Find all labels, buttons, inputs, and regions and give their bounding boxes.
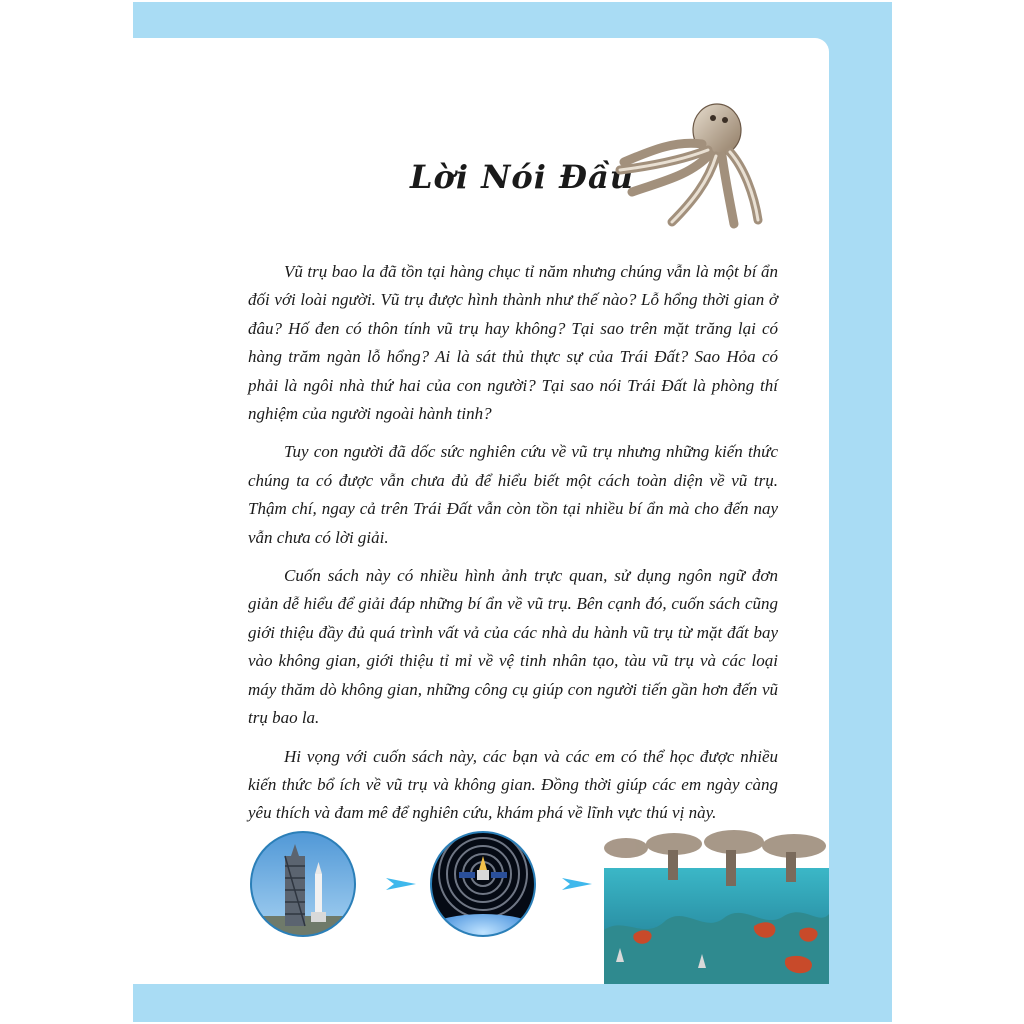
paragraph-2: Tuy con người đã dốc sức nghiên cứu về vũ trụ nhưng những kiến thức chúng ta có được vẫn chưa đủ để hiểu biết một cách toàn diện về vũ trụ. Thậm chí, ngay cả trên Trái Đất vẫn còn tồn tại nhiều bí ẩn mà cho đến nay vẫn chưa có lời giải.	[248, 442, 778, 547]
ocean-volcano-illustration	[604, 830, 829, 984]
page-title: Lời Nói Đầu	[410, 158, 634, 196]
paragraph-3: Cuốn sách này có nhiều hình ảnh trực quan, sử dụng ngôn ngữ đơn giản dễ hiểu để giải đáp những bí ẩn về vũ trụ. Bên cạnh đó, cuốn sách cũng giới thiệu đầy đủ quá trình vất vả của các nhà du hành vũ trụ từ mặt đất bay vào không gian, giới thiệu tỉ mỉ về vệ tinh nhân tạo, tàu vũ trụ và các loại máy thăm dò không gian, những công cụ giúp con người tiến gần hơn đến vũ trụ bao la.	[248, 566, 778, 728]
body-text	[248, 258, 778, 838]
arrow-right-icon	[386, 876, 416, 892]
paragraph-1: Vũ trụ bao la đã tồn tại hàng chục tỉ năm nhưng chúng vẫn là một bí ẩn đối với loài người. Vũ trụ được hình thành như thế nào? Lỗ hổng thời gian ở đâu? Hố đen có thôn tính vũ trụ hay không? Tại sao trên mặt trăng lại có hàng trăm ngàn lỗ hổng? Ai là sát thủ thực sự của Trái Đất? Sao Hỏa có phải là ngôi nhà thứ hai của con người? Tại sao nói Trái Đất là phòng thí nghiệm của người ngoài hành tinh?	[248, 262, 778, 424]
paragraph-4: Hi vọng với cuốn sách này, các bạn và các em có thể học được nhiều kiến thức bổ ích về vũ trụ và không gian. Đồng thời giúp các em ngày càng yêu thích và đam mê để nghiên cứu, khám phá về lĩnh vực thú vị này.	[248, 746, 778, 823]
rocket-launch-photo	[249, 830, 357, 938]
octopus-illustration	[612, 98, 764, 230]
satellite-earth-illustration	[429, 830, 537, 938]
arrow-right-icon	[562, 876, 592, 892]
